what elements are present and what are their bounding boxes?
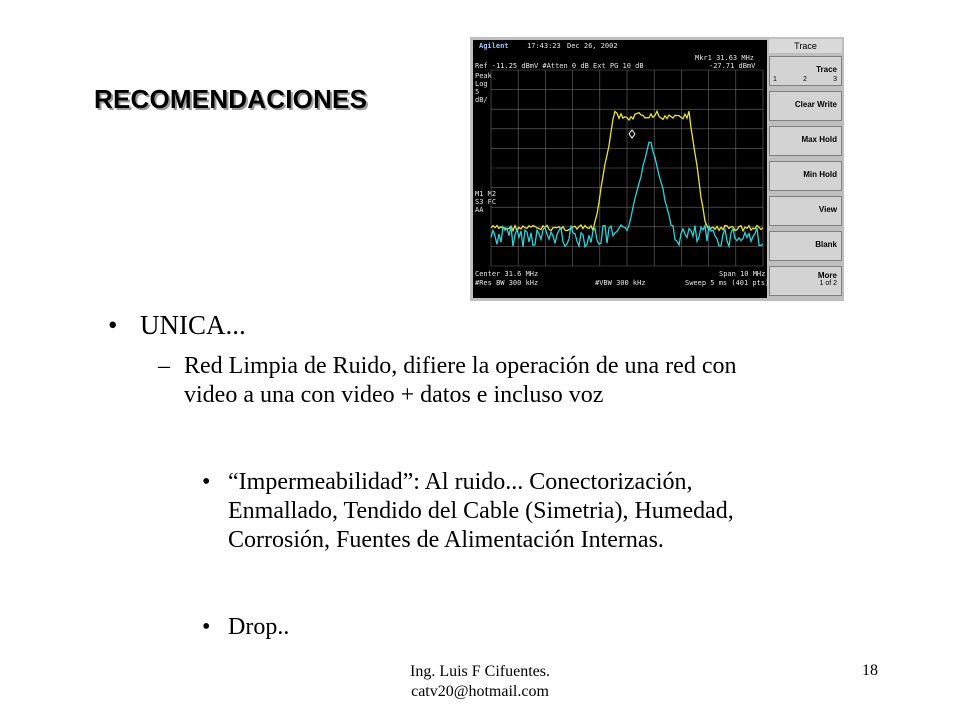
analyzer-ref-line: Ref -11.25 dBmV #Atten 0 dB Ext PG 10 dB: [475, 62, 644, 70]
analyzer-time: 17:43:23: [527, 42, 561, 50]
bullet-text: UNICA...: [140, 310, 246, 340]
softkey-label: Trace: [816, 65, 837, 74]
analyzer-side-label: M1 M2: [475, 190, 497, 198]
analyzer-side-label: S3 FC: [475, 198, 497, 206]
trace-option: 1: [773, 76, 777, 83]
softkey-view[interactable]: View: [769, 196, 842, 226]
page-number: 18: [862, 662, 878, 679]
analyzer-plot: [473, 40, 770, 298]
softkey-more[interactable]: [769, 266, 842, 296]
softkey-max-hold[interactable]: Max Hold: [769, 126, 842, 156]
spectrum-analyzer-screenshot: [470, 37, 844, 301]
marker-diamond-icon: [629, 130, 635, 138]
analyzer-side-label: dB/: [475, 96, 488, 104]
sub-sub-bullet-text: “Impermeabilidad”: Al ruido... Conectorización, Enmallado, Tendido del Cable (Simetria), Humedad, Corrosión, Fuentes de Alimentación Internas.: [228, 469, 734, 553]
analyzer-sweep: Sweep 5 ms (401 pts): [685, 279, 770, 287]
bullet-dot-icon: •: [202, 469, 211, 495]
softkey-trace[interactable]: [769, 56, 842, 86]
analyzer-side-label: Peak: [475, 72, 492, 80]
analyzer-side-label: AA: [475, 206, 484, 214]
analyzer-span: Span 10 MHz: [719, 270, 766, 278]
trace-option: 2: [803, 76, 807, 83]
softkey-page: 1 of 2: [819, 280, 837, 287]
sub-sub-bullet-text: Drop..: [228, 614, 290, 640]
analyzer-marker-freq: Mkr1 31.63 MHz: [695, 54, 755, 62]
dash-icon: –: [158, 353, 170, 379]
softkey-label: More: [817, 271, 837, 280]
analyzer-marker-level: -27.71 dBmV: [709, 62, 756, 70]
slide-title: RECOMENDACIONES: [94, 84, 368, 114]
footer-author: [360, 662, 600, 702]
softkey-min-hold[interactable]: Min Hold: [769, 161, 842, 191]
bullet-dot-icon: •: [202, 614, 211, 640]
footer-email: catv20@hotmail.com: [411, 683, 549, 700]
sub-bullet-text: Red Limpia de Ruido, difiere la operación de una red con video a una con video + datos e incluso voz: [184, 353, 737, 408]
analyzer-center-freq: Center 31.6 MHz: [475, 270, 539, 278]
softkey-clear-write[interactable]: Clear Write: [769, 91, 842, 121]
analyzer-side-label: Log: [475, 80, 488, 88]
softkey-blank[interactable]: Blank: [769, 231, 842, 261]
analyzer-softkey-panel: [769, 37, 844, 301]
analyzer-date: Dec 26, 2002: [567, 42, 618, 50]
bullet-dot-icon: •: [108, 310, 118, 340]
analyzer-screen: [473, 40, 770, 298]
footer-author-name: Ing. Luis F Cifuentes.: [410, 663, 550, 680]
trace-option: 3: [833, 76, 837, 83]
analyzer-res-bw: #Res BW 300 kHz: [475, 279, 539, 287]
analyzer-side-label: 5: [475, 88, 480, 96]
analyzer-brand: Agilent: [479, 42, 509, 50]
softkey-menu-title: Trace: [769, 39, 842, 53]
analyzer-vbw: #VBW 300 kHz: [595, 279, 646, 287]
